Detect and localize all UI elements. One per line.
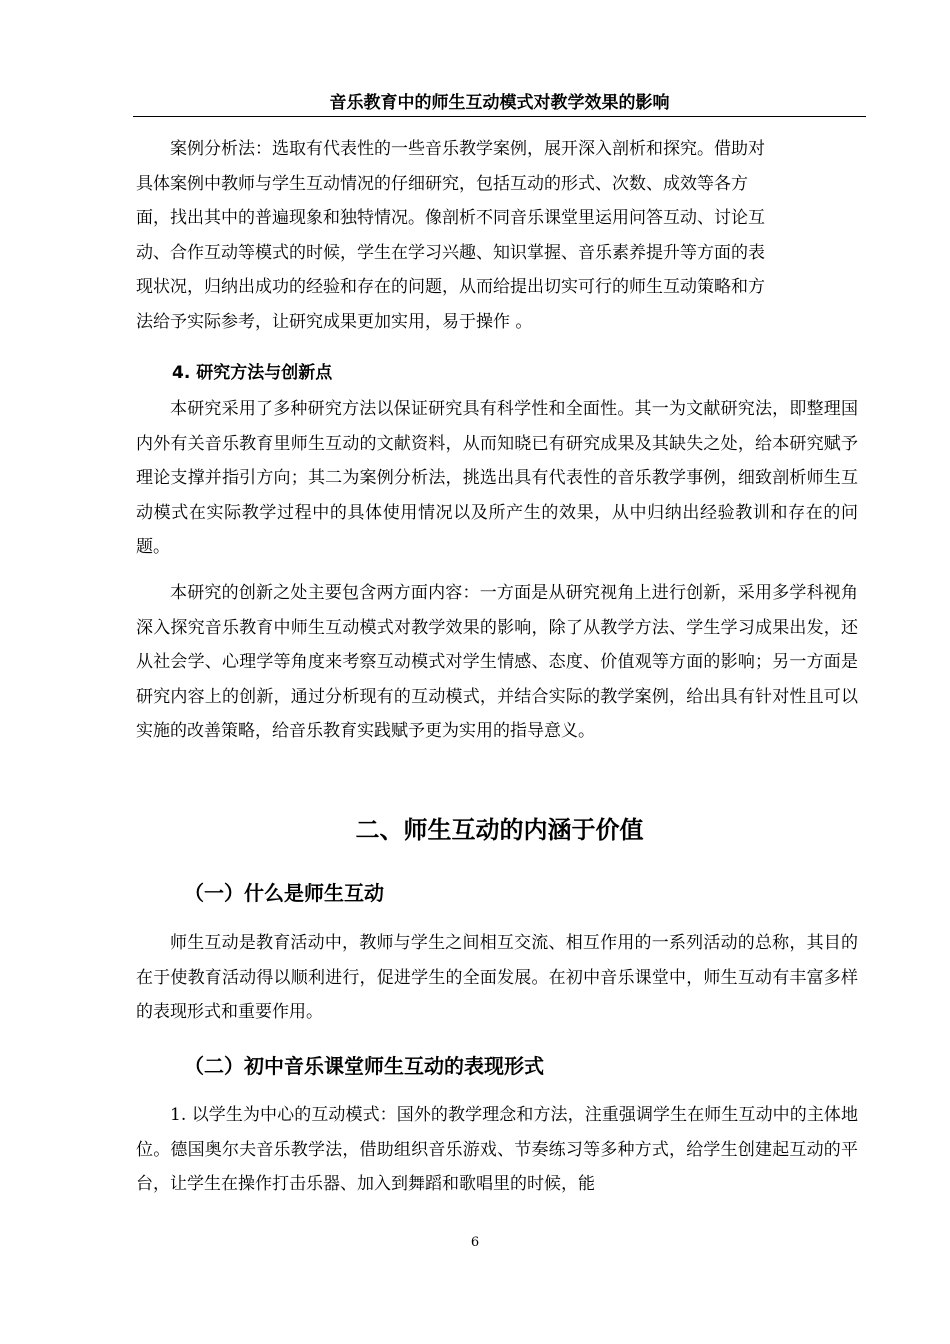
paragraph-line: 现状况，归纳出成功的经验和存在的问题，从而给提出切实可行的师生互动策略和方 bbox=[136, 277, 765, 298]
paragraph-line: 动、合作互动等模式的时候，学生在学习兴趣、知识掌握、音乐素养提升等方面的表 bbox=[136, 242, 765, 263]
definition-paragraph: 师生互动是教育活动中，教师与学生之间相互交流、相互作用的一系列活动的总称，其目的在于使教育活动得以顺利进行，促进学生的全面发展。在初中音乐课堂中，师生互动有丰富多样的表现形式和重要作用。 bbox=[136, 933, 858, 1023]
methods-paragraph-1: 本研究采用了多种研究方法以保证研究具有科学性和全面性。其一为文献研究法，即整理国内外有关音乐教育里师生互动的文献资料，从而知晓已有研究成果及其缺失之处，给本研究赋予理论支撑并指引方向；其二为案例分析法，挑选出具有代表性的音乐教学事例，细致剖析师生互动模式在实际教学过程中的具体使用情况以及所产生的效果，从中归纳出经验教训和存在的问题。 bbox=[136, 399, 858, 558]
paragraph-line: 具体案例中教师与学生互动情况的仔细研究，包括互动的形式、次数、成效等各方 bbox=[136, 173, 748, 194]
paragraph-line: 案例分析法：选取有代表性的一些音乐教学案例，展开深入剖析和探究。借助对 bbox=[170, 139, 765, 159]
case-analysis-paragraph bbox=[136, 132, 858, 340]
subsection-title-1: （一）什么是师生互动 bbox=[184, 881, 384, 905]
subsection-title-2: （二）初中音乐课堂师生互动的表现形式 bbox=[184, 1054, 544, 1078]
methods-paragraph-2: 本研究的创新之处主要包含两方面内容：一方面是从研究视角上进行创新，采用多学科视角深入探究音乐教育中师生互动模式对教学效果的影响，除了从教学方法、学生学习成果出发，还从社会学、心理学等角度来考察互动模式对学生情感、态度、价值观等方面的影响；另一方面是研究内容上的创新，通过分析现有的互动模式，并结合实际的教学案例，给出具有针对性且可以实施的改善策略，给音乐教育实践赋予更为实用的指导意义。 bbox=[136, 583, 858, 742]
chapter-title: 二、师生互动的内涵于价值 bbox=[355, 816, 644, 844]
header-rule bbox=[133, 116, 866, 117]
running-header: 音乐教育中的师生互动模式对教学效果的影响 bbox=[329, 93, 670, 113]
paragraph-line: 法给予实际参考，让研究成果更加实用，易于操作 。 bbox=[136, 311, 533, 332]
methods-heading: 4. 研究方法与创新点 bbox=[172, 363, 333, 383]
forms-paragraph: 1. 以学生为中心的互动模式：国外的教学理念和方法，注重强调学生在师生互动中的主体地位。德国奥尔夫音乐教学法，借助组织音乐游戏、节奏练习等多种方式，给学生创建起互动的平台，让学生在操作打击乐器、加入到舞蹈和歌唱里的时候，能 bbox=[136, 1105, 858, 1195]
page-number: 6 bbox=[470, 1235, 480, 1250]
paragraph-line: 面，找出其中的普遍现象和独特情况。像剖析不同音乐课堂里运用问答互动、讨论互 bbox=[136, 208, 765, 229]
